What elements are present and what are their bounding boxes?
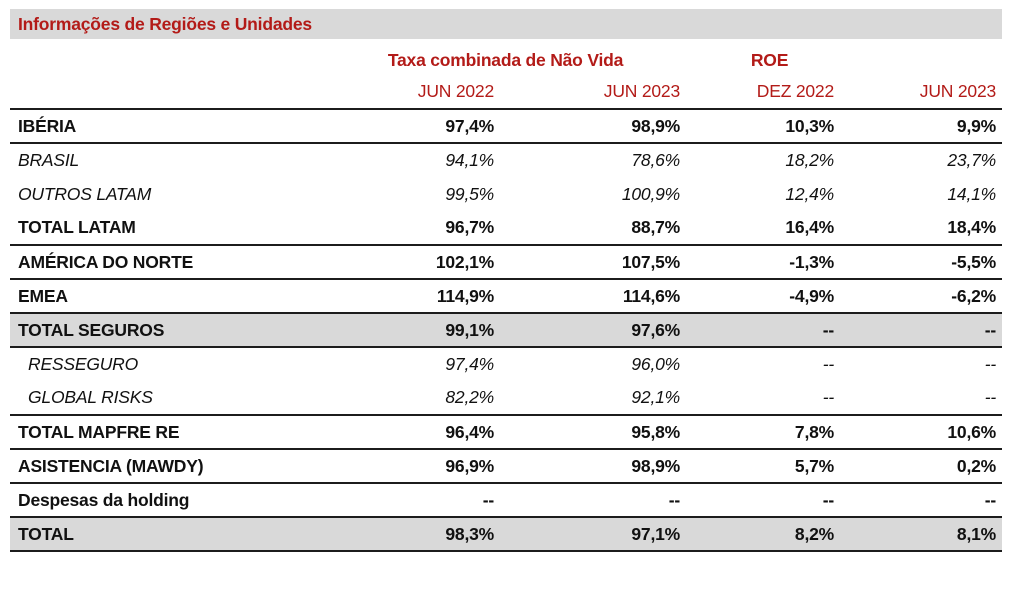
label-column-spacer: [10, 45, 340, 75]
cell-value: 18,4%: [840, 211, 1002, 245]
cell-value: 10,6%: [840, 415, 1002, 449]
cell-value: --: [686, 313, 840, 347]
table-row: [10, 483, 1002, 517]
table-row: [10, 211, 1002, 245]
cell-value: 96,9%: [340, 449, 500, 483]
row-label: ASISTENCIA (MAWDY): [10, 449, 340, 483]
cell-value: 23,7%: [947, 150, 997, 170]
column-header-jun-2022: JUN 2022: [340, 75, 500, 109]
row-label: IBÉRIA: [10, 109, 340, 143]
cell-value: 114,6%: [500, 279, 686, 313]
table-row: [10, 109, 1002, 143]
cell-value: 98,3%: [340, 517, 500, 551]
cell-value: --: [340, 483, 500, 517]
table-row: [10, 279, 1002, 313]
cell-value: 94,1%: [445, 150, 494, 170]
cell-value: 7,8%: [686, 415, 840, 449]
table-row: [10, 143, 1002, 177]
page-title: Informações de Regiões e Unidades: [10, 9, 1002, 39]
cell-value: --: [840, 483, 1002, 517]
cell-value: 97,4%: [445, 354, 494, 374]
table-row: [10, 245, 1002, 279]
cell-value: 107,5%: [500, 245, 686, 279]
cell-value: 99,5%: [445, 183, 494, 204]
cell-value: --: [840, 313, 1002, 347]
cell-value: 95,8%: [500, 415, 686, 449]
column-group-roe: ROE: [750, 49, 789, 70]
column-header-row: [10, 75, 1002, 109]
label-column-spacer: [10, 75, 340, 109]
column-header-jun-2023: JUN 2023: [500, 75, 686, 109]
row-label: EMEA: [10, 279, 340, 313]
cell-value: 8,1%: [840, 517, 1002, 551]
cell-value: 97,4%: [340, 109, 500, 143]
table-row: [10, 449, 1002, 483]
row-label: GLOBAL RISKS: [10, 381, 340, 415]
row-label: AMÉRICA DO NORTE: [10, 245, 340, 279]
cell-value: --: [840, 381, 1002, 415]
cell-value: 100,9%: [621, 183, 680, 204]
row-label: OUTROS LATAM: [18, 183, 152, 204]
cell-value: 10,3%: [686, 109, 840, 143]
cell-value: 102,1%: [340, 245, 500, 279]
cell-value: -1,3%: [686, 245, 840, 279]
row-label: TOTAL LATAM: [10, 211, 340, 245]
cell-value: 78,6%: [631, 150, 680, 170]
cell-value: 97,1%: [500, 517, 686, 551]
cell-value: --: [686, 483, 840, 517]
row-label: BRASIL: [18, 150, 80, 170]
cell-value: 114,9%: [340, 279, 500, 313]
table-row: [10, 347, 1002, 381]
cell-value: 9,9%: [840, 109, 1002, 143]
row-label: TOTAL MAPFRE RE: [10, 415, 340, 449]
cell-value: 5,7%: [686, 449, 840, 483]
cell-value: -4,9%: [686, 279, 840, 313]
cell-value: -6,2%: [840, 279, 1002, 313]
table-row: [10, 517, 1002, 551]
cell-value: 98,9%: [500, 449, 686, 483]
row-label: Despesas da holding: [10, 483, 340, 517]
cell-value: --: [500, 483, 686, 517]
table-row: [10, 313, 1002, 347]
table-row: [10, 381, 1002, 415]
cell-value: 0,2%: [840, 449, 1002, 483]
cell-value: 82,2%: [340, 381, 500, 415]
cell-value: 16,4%: [686, 211, 840, 245]
cell-value: 97,6%: [500, 313, 686, 347]
cell-value: 14,1%: [947, 183, 997, 204]
column-header-dez-2022: DEZ 2022: [686, 75, 840, 109]
cell-value: 8,2%: [686, 517, 840, 551]
cell-value: 96,0%: [631, 354, 680, 374]
regions-units-table: [10, 45, 1002, 552]
row-label: RESSEGURO: [28, 354, 139, 374]
table-body: [10, 109, 1002, 551]
row-label: TOTAL SEGUROS: [10, 313, 340, 347]
report-page: [10, 9, 1002, 552]
table-header: [10, 45, 1002, 109]
cell-value: 18,2%: [785, 150, 834, 170]
cell-value: 99,1%: [340, 313, 500, 347]
cell-value: --: [822, 354, 834, 374]
cell-value: 96,7%: [340, 211, 500, 245]
cell-value: 88,7%: [500, 211, 686, 245]
cell-value: 98,9%: [500, 109, 686, 143]
table-row: [10, 177, 1002, 211]
cell-value: 12,4%: [785, 183, 834, 204]
cell-value: 96,4%: [340, 415, 500, 449]
cell-value: 92,1%: [500, 381, 686, 415]
cell-value: -5,5%: [840, 245, 1002, 279]
cell-value: --: [984, 354, 997, 374]
column-group-row: [10, 45, 1002, 75]
row-label: TOTAL: [10, 517, 340, 551]
column-group-combined-ratio: Taxa combinada de Não Vida: [387, 49, 624, 70]
column-header-jun-2023-roe: JUN 2023: [840, 75, 1002, 109]
table-row: [10, 415, 1002, 449]
cell-value: --: [686, 381, 840, 415]
